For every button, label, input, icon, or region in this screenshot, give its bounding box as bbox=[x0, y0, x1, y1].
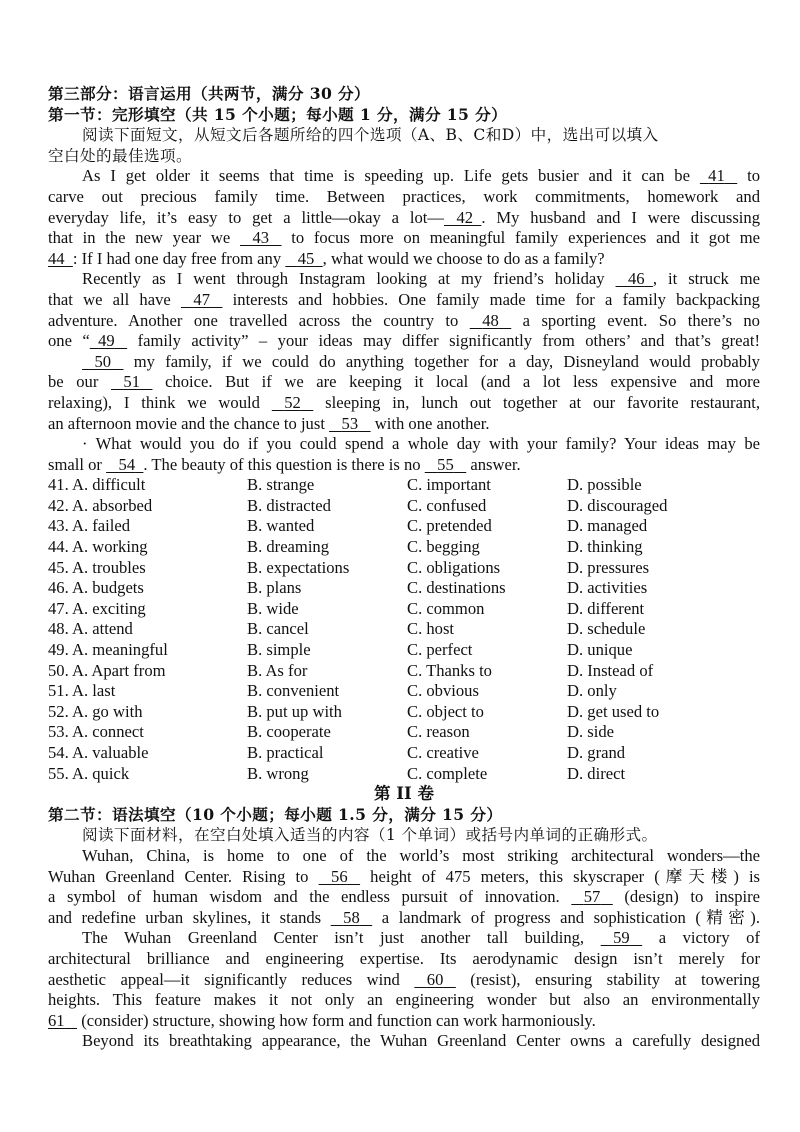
option-42-C: C. confused bbox=[407, 495, 487, 515]
option-49-C: C. perfect bbox=[407, 640, 473, 660]
option-row-44 bbox=[48, 537, 760, 558]
option-47-D: D. different bbox=[567, 598, 645, 618]
option-53-D: D. side bbox=[567, 722, 615, 742]
option-45-A: 45. A. troubles bbox=[48, 557, 146, 577]
option-row-49 bbox=[48, 640, 760, 661]
option-41-D: D. possible bbox=[567, 475, 642, 495]
passage1-line: be our 51 choice. But if we are keeping it local (and a lot less expensive and more bbox=[48, 372, 761, 392]
options-list bbox=[48, 475, 760, 784]
option-row-55 bbox=[48, 764, 760, 785]
option-54-D: D. grand bbox=[567, 743, 626, 762]
option-46-B: B. plans bbox=[247, 578, 302, 598]
option-52-A: 52. A. go with bbox=[48, 701, 143, 721]
option-49-B: B. simple bbox=[247, 640, 311, 660]
passage2-line: 61 (consider) structure, showing how form and function can work harmoniously. bbox=[48, 1010, 596, 1030]
option-42-B: B. distracted bbox=[247, 495, 331, 515]
option-55-A: 55. A. quick bbox=[48, 763, 130, 783]
passage1-line: relaxing), I think we would 52 sleeping in, lunch out together at our favorite restaurant, bbox=[48, 392, 760, 412]
blank-57: 57 bbox=[583, 887, 601, 907]
option-55-C: C. complete bbox=[407, 763, 488, 783]
blank-41: 41 bbox=[708, 166, 725, 186]
option-41-A: 41. A. difficult bbox=[48, 475, 146, 495]
blank-54: 54 bbox=[118, 454, 136, 474]
blank-52: 52 bbox=[284, 392, 301, 412]
passage1-line: · What would you do if you could spend a whole day with your family? Your ideas may be bbox=[82, 434, 760, 454]
option-53-B: B. cooperate bbox=[247, 722, 331, 742]
blank-43: 43 bbox=[252, 228, 270, 248]
option-51-C: C. obvious bbox=[407, 681, 479, 701]
blank-51: 51 bbox=[123, 372, 141, 392]
option-41-B: B. strange bbox=[247, 475, 315, 495]
option-47-C: C. common bbox=[407, 598, 485, 618]
option-42-A: 42. A. absorbed bbox=[48, 495, 153, 515]
option-43-B: B. wanted bbox=[247, 516, 315, 536]
passage1-line: Recently as I went through Instagram looking at my friend’s holiday 46 , it struck me bbox=[82, 269, 760, 289]
option-51-A: 51. A. last bbox=[48, 681, 116, 701]
option-48-C: C. host bbox=[407, 619, 455, 639]
option-row-53 bbox=[48, 722, 760, 743]
section1-heading: 第一节：完形填空（共 15 个小题；每小题 1 分，满分 15 分） bbox=[48, 104, 508, 124]
passage1-line: that we all have 47 interests and hobbies. One family made time for a family backpacking bbox=[48, 289, 760, 309]
passage1-line: 44 : If I had one day free from any 45 , what would we choose to do as a family? bbox=[48, 248, 605, 268]
part3-heading: 第三部分：语言运用（共两节，满分 30 分） bbox=[48, 84, 371, 103]
option-46-D: D. activities bbox=[567, 578, 648, 598]
option-44-A: 44. A. working bbox=[48, 537, 148, 557]
option-52-B: B. put up with bbox=[247, 701, 342, 721]
option-49-D: D. unique bbox=[567, 640, 633, 660]
option-43-C: C. pretended bbox=[407, 516, 492, 536]
option-55-D: D. direct bbox=[567, 763, 626, 783]
option-51-D: D. only bbox=[567, 681, 617, 701]
option-43-A: 43. A. failed bbox=[48, 516, 131, 536]
option-46-A: 46. A. budgets bbox=[48, 578, 144, 598]
option-row-50 bbox=[48, 661, 760, 682]
blank-47: 47 bbox=[193, 289, 210, 309]
option-45-B: B. expectations bbox=[247, 557, 350, 577]
option-50-A: 50. A. Apart from bbox=[48, 660, 166, 680]
passage2-line: Beyond its breathtaking appearance, the Wuhan Greenland Center owns a carefully designed bbox=[82, 1031, 760, 1051]
option-44-B: B. dreaming bbox=[247, 537, 330, 557]
option-53-A: 53. A. connect bbox=[48, 722, 144, 742]
option-52-D: D. get used to bbox=[567, 701, 660, 721]
section1-instruction-cont: 空白处的最佳选项。 bbox=[48, 146, 192, 165]
exam-page bbox=[48, 84, 760, 1052]
option-43-D: D. managed bbox=[567, 516, 648, 536]
option-row-45 bbox=[48, 558, 760, 579]
blank-61: 61 bbox=[48, 1010, 65, 1030]
option-52-C: C. object to bbox=[407, 701, 484, 721]
option-44-C: C. begging bbox=[407, 537, 480, 557]
passage2-line: and redefine urban skylines, it stands 58 a landmark of progress and sophistication (精密). bbox=[48, 907, 760, 927]
section2-heading: 第二节：语法填空（10 个小题；每小题 1.5 分，满分 15 分） bbox=[48, 804, 503, 824]
passage2-line: Wuhan Greenland Center. Rising to 56 height of 475 meters, this skyscraper (摩天楼) is bbox=[48, 866, 761, 886]
option-54-C: C. creative bbox=[407, 743, 479, 762]
blank-50: 50 bbox=[94, 351, 112, 371]
blank-55: 55 bbox=[437, 454, 454, 474]
passage2-line: aesthetic appeal—it significantly reduces wind 60 (resist), ensuring stability at towering bbox=[48, 969, 760, 989]
option-row-52 bbox=[48, 702, 760, 723]
option-45-D: D. pressures bbox=[567, 557, 650, 577]
option-51-B: B. convenient bbox=[247, 681, 340, 701]
section1-instruction: 阅读下面短文，从短文后各题所给的四个选项（A、B、C和D）中，选出可以填入 bbox=[82, 126, 659, 145]
option-48-A: 48. A. attend bbox=[48, 619, 133, 639]
passage1-line: an afternoon movie and the chance to just 53 with one another. bbox=[48, 413, 490, 433]
passage1-line: carve out precious family time. Between practices, work commitments, homework and bbox=[48, 186, 760, 206]
passage2-line: heights. This feature makes it not only an engineering wonder but also an environmentally bbox=[48, 990, 760, 1010]
option-54-A: 54. A. valuable bbox=[48, 743, 149, 762]
blank-44: 44 bbox=[48, 248, 65, 268]
section2-instruction: 阅读下面材料，在空白处填入适当的内容（1 个单词）或括号内单词的正确形式。 bbox=[82, 826, 658, 845]
option-45-C: C. obligations bbox=[407, 557, 501, 577]
option-54-B: B. practical bbox=[247, 743, 324, 762]
blank-53: 53 bbox=[341, 413, 359, 433]
option-row-48 bbox=[48, 619, 760, 640]
blank-49: 49 bbox=[98, 331, 115, 351]
option-49-A: 49. A. meaningful bbox=[48, 640, 168, 660]
passage1-line: small or 54 . The beauty of this question is there is no 55 answer. bbox=[48, 454, 521, 474]
option-47-B: B. wide bbox=[247, 598, 299, 618]
blank-58: 58 bbox=[343, 907, 360, 927]
blank-45: 45 bbox=[297, 248, 315, 268]
volume-2-title: 第 II 卷 bbox=[374, 784, 434, 804]
passage2-line: Wuhan, China, is home to one of the world’s most striking architectural wonders—the bbox=[82, 845, 760, 865]
option-row-54 bbox=[48, 743, 760, 764]
passage2-line: The Wuhan Greenland Center isn’t just another tall building, 59 a victory of bbox=[82, 928, 760, 948]
option-row-41 bbox=[48, 475, 760, 496]
blank-42: 42 bbox=[456, 207, 474, 227]
option-50-B: B. As for bbox=[247, 660, 308, 680]
passage1-line: everyday life, it’s easy to get a little—okay a lot— 42 . My husband and I were discussing bbox=[48, 207, 760, 227]
passage2-line: a symbol of human wisdom and the endless pursuit of innovation. 57 (design) to inspire bbox=[48, 887, 760, 907]
option-48-B: B. cancel bbox=[247, 619, 309, 639]
option-50-C: C. Thanks to bbox=[407, 660, 492, 680]
blank-59: 59 bbox=[613, 928, 630, 948]
option-41-C: C. important bbox=[407, 475, 491, 495]
option-row-51 bbox=[48, 681, 760, 702]
option-44-D: D. thinking bbox=[567, 537, 643, 557]
option-row-42 bbox=[48, 496, 760, 517]
blank-60: 60 bbox=[426, 969, 444, 989]
passage1-line: one “ 49 family activity” – your ideas may differ significantly from others’ and that’s great! bbox=[48, 331, 760, 351]
passage1-line: adventure. Another one travelled across the country to 48 a sporting event. So there’s no bbox=[48, 310, 760, 330]
option-row-46 bbox=[48, 578, 760, 599]
option-42-D: D. discouraged bbox=[567, 495, 668, 515]
option-53-C: C. reason bbox=[407, 722, 470, 742]
passage1-line: that in the new year we 43 to focus more on meaningful family experiences and it got me bbox=[48, 228, 760, 248]
option-50-D: D. Instead of bbox=[567, 660, 654, 680]
option-47-A: 47. A. exciting bbox=[48, 598, 146, 618]
option-row-43 bbox=[48, 516, 760, 537]
blank-56: 56 bbox=[331, 866, 348, 886]
passage1-line: As I get older it seems that time is speeding up. Life gets busier and it can be 41 to bbox=[82, 166, 761, 186]
option-55-B: B. wrong bbox=[247, 763, 309, 783]
passage1-line: 50 my family, if we could do anything together for a day, Disneyland would probably bbox=[48, 352, 760, 373]
blank-46: 46 bbox=[628, 269, 645, 289]
option-48-D: D. schedule bbox=[567, 619, 646, 639]
option-46-C: C. destinations bbox=[407, 578, 506, 598]
blank-48: 48 bbox=[482, 310, 499, 330]
option-row-47 bbox=[48, 599, 760, 620]
passage2-line: architectural brilliance and engineering expertise. Its aerodynamic design isn’t merely for bbox=[48, 948, 760, 968]
